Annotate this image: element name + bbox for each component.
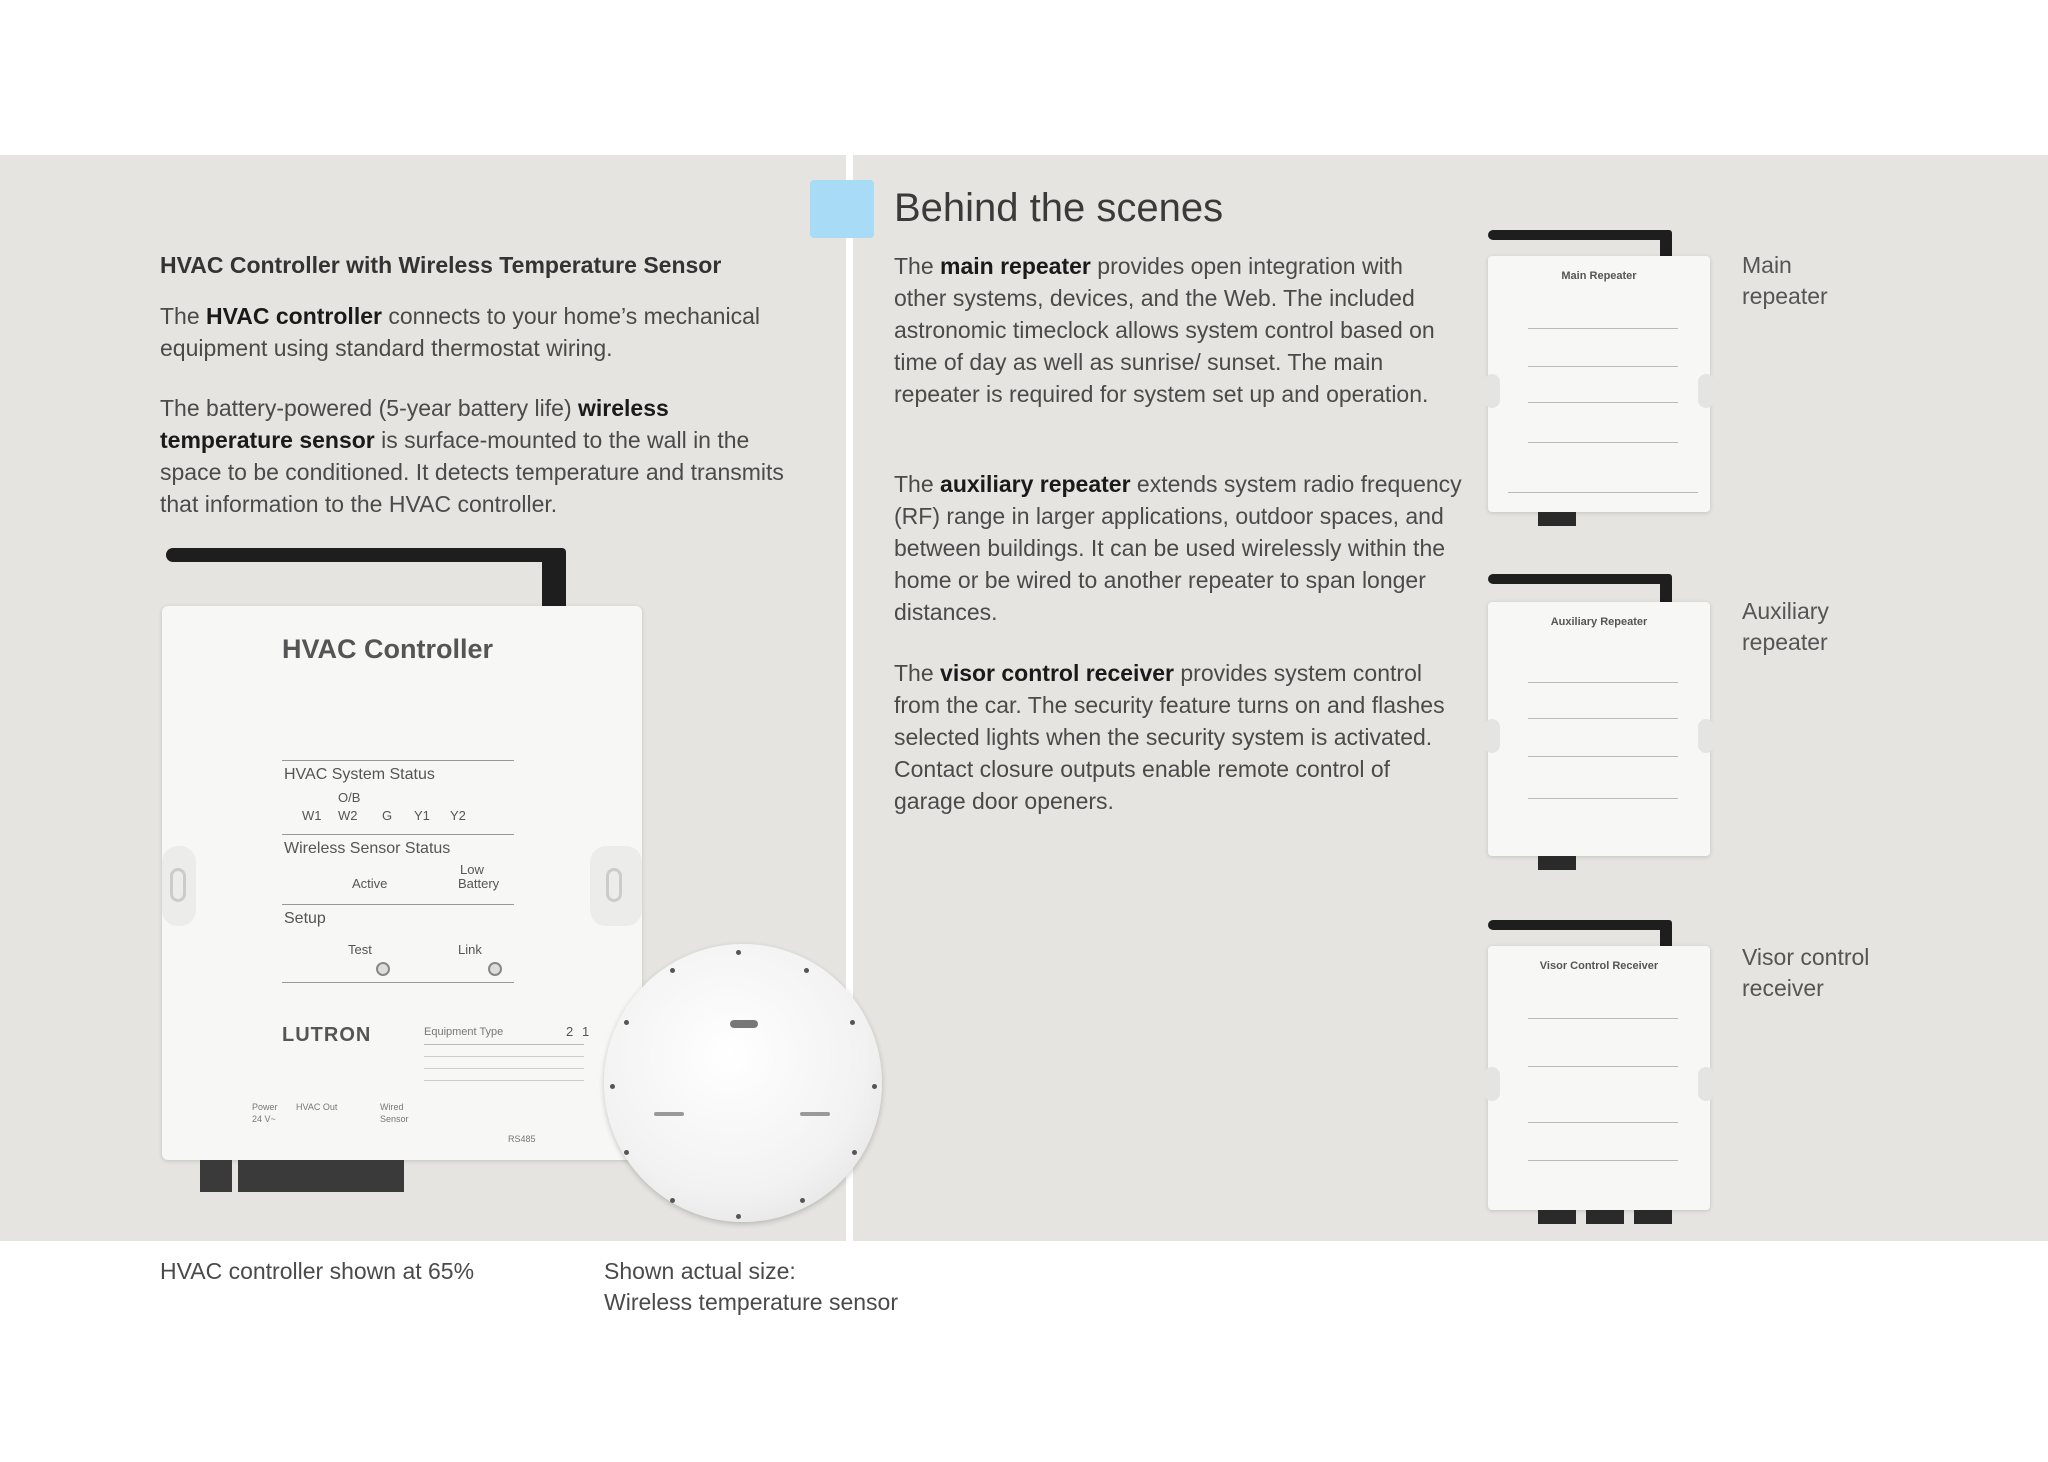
hvac-heading: HVAC Controller with Wireless Temperature Sensor: [160, 252, 722, 278]
main-repeater-antenna: [1488, 230, 1672, 240]
mount-ear-left: [1484, 719, 1500, 753]
visor-receiver-label: Visor control receiver: [1742, 944, 1870, 1001]
panel-divider: [282, 904, 514, 905]
hvac-controller-paragraph: The HVAC controller connects to your home’s mechanical equipment using standard thermostat wiring.: [160, 303, 760, 361]
mount-ear-right: [590, 846, 642, 926]
dip-2-label: 2: [566, 1024, 574, 1039]
sensor-marking: [654, 1112, 684, 1116]
visor-receiver-title: Visor Control Receiver: [1539, 960, 1659, 972]
sensor-vent-dot: [736, 1214, 741, 1219]
rs485-label: RS485: [508, 1134, 536, 1144]
battery-label: Battery: [458, 876, 500, 891]
device-title: HVAC Controller: [282, 634, 494, 664]
power-label: Power: [252, 1102, 278, 1112]
test-button[interactable]: [376, 962, 390, 976]
equipment-type-label: Equipment Type: [424, 1026, 504, 1038]
panel-divider: [1528, 1122, 1678, 1123]
wireless-sensor-paragraph: The battery-powered (5-year battery life) wireless temperature sensor is surface-mounted to the wall in the space to be conditioned. It detects temperature and transmits that information to the HVAC controller.: [160, 395, 784, 517]
mount-ear-left: [1484, 374, 1500, 408]
panel-divider: [1528, 756, 1678, 757]
auxiliary-repeater-antenna: [1488, 574, 1672, 584]
mount-hole-icon: [170, 868, 186, 902]
panel-divider: [424, 1068, 584, 1069]
w2-label: W2: [338, 808, 358, 823]
sensor-caption: Shown actual size: Wireless temperature sensor: [604, 1258, 898, 1315]
dip-1-label: 1: [582, 1024, 590, 1039]
sensor-vent-dot: [852, 1150, 857, 1155]
panel-divider: [1528, 402, 1678, 403]
visor-receiver-paragraph: The visor control receiver provides system control from the car. The security feature turns on and flashes selected lights when the security system is activated. Contact closure outputs enable remote control of garage door openers.: [894, 660, 1445, 814]
sensor-marking: [800, 1112, 830, 1116]
active-label: Active: [352, 876, 388, 891]
main-repeater-label: Main repeater: [1742, 252, 1828, 309]
terminal-block: [1586, 1210, 1624, 1224]
ob-label: O/B: [338, 790, 361, 805]
wired-label: Wired: [380, 1102, 404, 1112]
terminal-block: [1538, 1210, 1576, 1224]
sensor-vent-dot: [736, 950, 741, 955]
panel-divider: [424, 1056, 584, 1057]
mount-ear-right: [1698, 1067, 1714, 1101]
auxiliary-repeater-device: [1488, 602, 1710, 856]
panel-divider: [1528, 1066, 1678, 1067]
link-button[interactable]: [488, 962, 502, 976]
auxiliary-repeater-title: Auxiliary Repeater: [1550, 616, 1648, 628]
panel-divider: [282, 760, 514, 761]
panel-divider: [424, 1080, 584, 1081]
wireless-temperature-sensor: [604, 944, 882, 1222]
low-label: Low: [460, 862, 484, 877]
panel-divider: [282, 834, 514, 835]
hvac-controller-device: [162, 606, 642, 1160]
mount-ear-left: [1484, 1067, 1500, 1101]
sensor-vent-dot: [670, 1198, 675, 1203]
terminal-block: [1538, 856, 1576, 870]
y2-label: Y2: [450, 808, 466, 823]
sensor-vent-dot: [624, 1020, 629, 1025]
terminal-block: [200, 1160, 232, 1192]
terminal-block: [1538, 512, 1576, 526]
mount-ear-right: [1698, 374, 1714, 408]
hvac-antenna-post: [542, 548, 566, 614]
sensor-led-slot: [730, 1020, 758, 1028]
mount-ear-left: [162, 846, 196, 926]
panel-divider: [1528, 328, 1678, 329]
sensor-vent-dot: [850, 1020, 855, 1025]
wireless-status-label: Wireless Sensor Status: [284, 840, 451, 857]
sensor-label: Sensor: [380, 1114, 409, 1124]
system-status-label: HVAC System Status: [284, 766, 435, 783]
panel-divider: [1508, 492, 1698, 493]
panel-divider: [1528, 366, 1678, 367]
link-label: Link: [458, 942, 482, 957]
y1-label: Y1: [414, 808, 430, 823]
sensor-vent-dot: [624, 1150, 629, 1155]
main-repeater-paragraph: The main repeater provides open integration with other systems, devices, and the Web. The included astronomic timeclock allows system control based on time of day as well as sunrise/ sunset. The main repeater is required for system set up and operation.: [894, 253, 1435, 407]
visor-receiver-device: [1488, 946, 1710, 1210]
panel-divider: [282, 982, 514, 983]
panel-divider: [424, 1044, 584, 1045]
accent-square: [810, 180, 874, 238]
panel-divider: [1528, 1018, 1678, 1019]
section-title: Behind the scenes: [894, 186, 1224, 230]
power-voltage-label: 24 V~: [252, 1114, 276, 1124]
sensor-vent-dot: [670, 968, 675, 973]
sensor-vent-dot: [804, 968, 809, 973]
g-label: G: [382, 808, 393, 823]
mount-ear-right: [1698, 719, 1714, 753]
sensor-vent-dot: [800, 1198, 805, 1203]
terminal-block: [374, 1160, 404, 1192]
hvac-antenna: [166, 548, 566, 562]
hvac-out-label: HVAC Out: [296, 1102, 338, 1112]
auxiliary-repeater-paragraph: The auxiliary repeater extends system radio frequency (RF) range in larger applications, outdoor spaces, and between buildings. It can be used wirelessly within the home or be wired to another repeater to span longer distances.: [894, 471, 1462, 625]
brand-logo: LUTRON: [282, 1024, 372, 1046]
sensor-vent-dot: [872, 1084, 877, 1089]
mount-hole-icon: [606, 868, 622, 902]
main-repeater-title: Main Repeater: [1561, 270, 1637, 282]
main-repeater-device: [1488, 256, 1710, 512]
test-label: Test: [348, 942, 372, 957]
hvac-caption: HVAC controller shown at 65%: [160, 1258, 475, 1284]
auxiliary-repeater-label: Auxiliary repeater: [1742, 598, 1829, 655]
sensor-vent-dot: [610, 1084, 615, 1089]
setup-label: Setup: [284, 910, 326, 927]
panel-divider: [1528, 798, 1678, 799]
panel-divider: [1528, 718, 1678, 719]
visor-receiver-antenna: [1488, 920, 1672, 930]
w1-label: W1: [302, 808, 322, 823]
panel-divider: [1528, 1160, 1678, 1161]
panel-divider: [1528, 682, 1678, 683]
terminal-block: [1634, 1210, 1672, 1224]
panel-divider: [1528, 442, 1678, 443]
